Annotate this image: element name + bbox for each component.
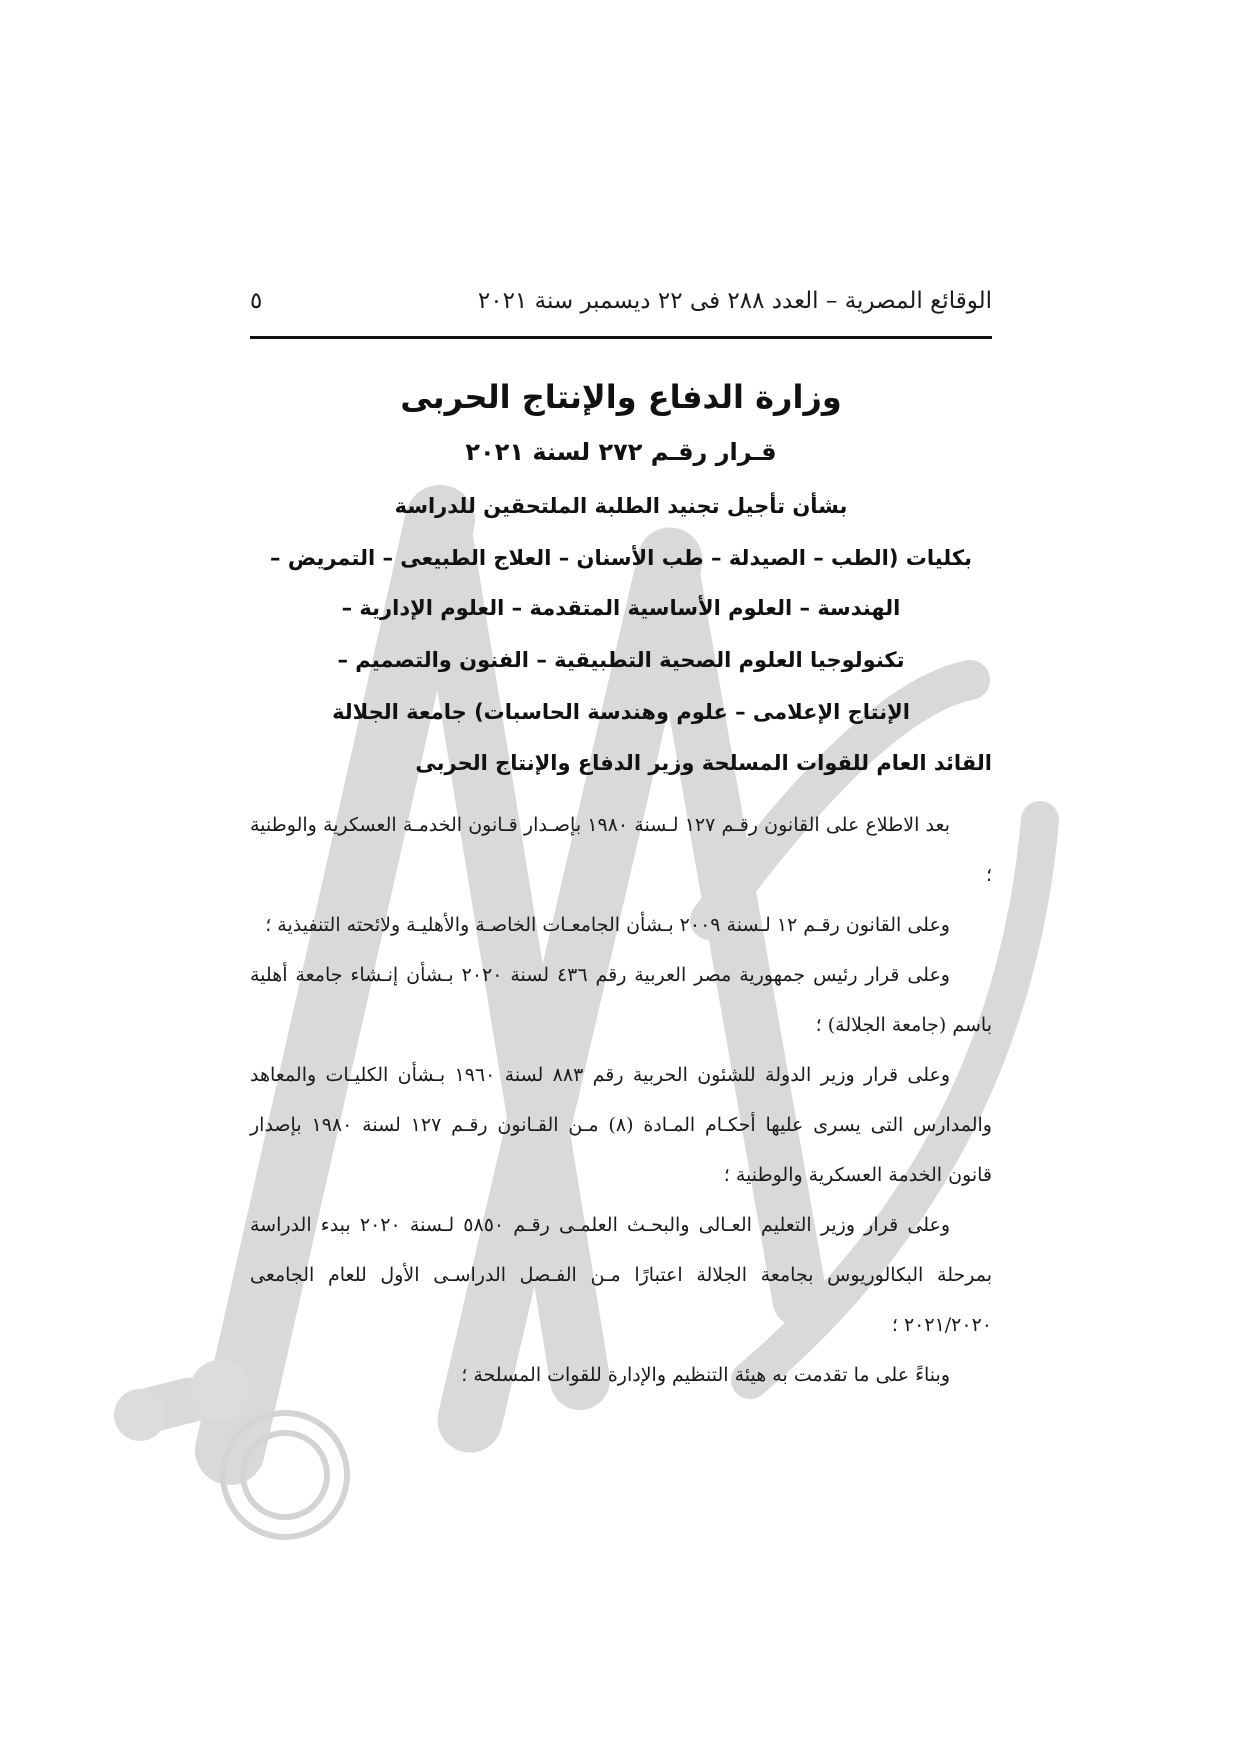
subject-line: الهندسة – العلوم الأساسية المتقدمة – العلوم الإدارية – (341, 596, 901, 620)
header-divider (250, 336, 992, 339)
watermark-seal (223, 1413, 347, 1537)
subject-line: الإنتاج الإعلامى – علوم وهندسة الحاسبات) جامعة الجلالة (332, 700, 910, 724)
paragraph-text: وبناءً على ما تقدمت به هيئة التنظيم والإدارة للقوات المسلحة ؛ (461, 1364, 950, 1386)
watermark-seal (243, 1433, 327, 1517)
watermark-stroke (150, 1400, 190, 1410)
preamble-paragraph (250, 900, 992, 950)
page-number: ٥ (250, 288, 263, 314)
preamble-paragraph (250, 1200, 992, 1350)
paragraph-text: وعلى قرار وزير التعليم العـالى والبحـث العلمـى رقـم ٥٨٥٠ لـسنة ٢٠٢٠ ببدء الدراسة بمرحلة البكالوريوس بجامعة الجلالة اعتبارًا مـن الفـصل الدراسـى الأول للعام الجامعى ٢٠٢١/٢٠٢٠ ؛ (250, 1214, 992, 1336)
paragraph-text: وعلى قرار رئيس جمهورية مصر العربية رقم ٤٣٦ لسنة ٢٠٢٠ بـشأن إنـشاء جامعة أهلية باسم (جامعة الجلالة) ؛ (250, 964, 992, 1036)
page-header (250, 282, 992, 322)
watermark-dot (190, 1360, 250, 1420)
issuer-heading: القائد العام للقوات المسلحة وزير الدفاع والإنتاج الحربى (415, 751, 992, 775)
decree-body (250, 800, 992, 1400)
preamble-paragraph (250, 800, 992, 900)
ministry-title: وزارة الدفاع والإنتاج الحربى (400, 378, 842, 416)
paragraph-text: وعلى القانون رقـم ١٢ لـسنة ٢٠٠٩ بـشأن الجامعـات الخاصـة والأهليـة ولائحته التنفيذية ؛ (265, 914, 950, 936)
preamble-paragraph (250, 1050, 992, 1200)
subject-line: تكنولوجيا العلوم الصحية التطبيقية – الفنون والتصميم – (337, 648, 905, 672)
watermark-dot (114, 1389, 166, 1441)
preamble-paragraph (250, 1350, 992, 1400)
paragraph-text: بعد الاطلاع على القانون رقـم ١٢٧ لـسنة ١٩٨٠ بإصـدار قـانون الخدمـة العسكرية والوطنية ؛ (250, 814, 992, 886)
preamble-paragraph (250, 950, 992, 1050)
paragraph-text: وعلى قرار وزير الدولة للشئون الحربية رقم ٨٨٣ لسنة ١٩٦٠ بـشأن الكليـات والمعاهد والمدارس التى يسرى عليها أحكـام المـادة (٨) مـن القـانون رقـم ١٢٧ لسنة ١٩٨٠ بإصدار قانون الخدمة العسكرية والوطنية ؛ (250, 1064, 992, 1186)
subject-line: بكليات (الطب – الصيدلة – طب الأسنان – العلاج الطبيعى – التمريض – (270, 546, 972, 570)
gazette-issue-title: الوقائع المصرية – العدد ٢٨٨ فى ٢٢ ديسمبر سنة ٢٠٢١ (477, 288, 992, 314)
subject-line: بشأن تأجيل تجنيد الطلبة الملتحقين للدراسة (394, 494, 848, 518)
decree-number: قـرار رقـم ٢٧٢ لسنة ٢٠٢١ (465, 438, 777, 466)
